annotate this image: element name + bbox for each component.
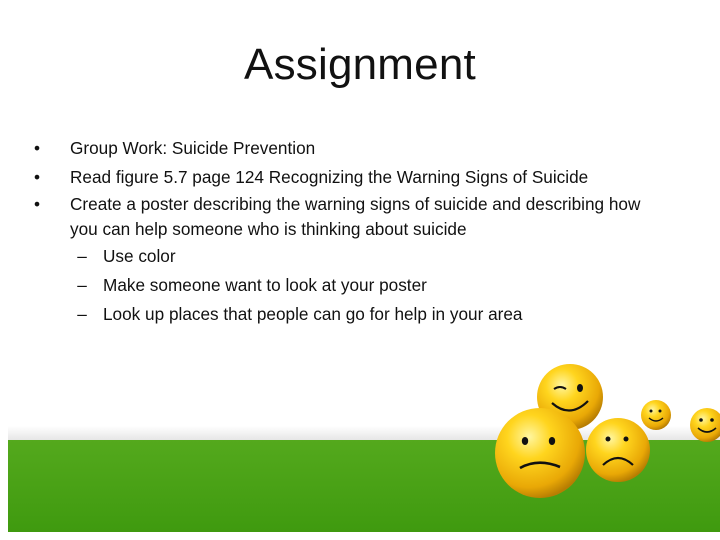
sub-bullet-marker: –: [77, 304, 87, 324]
sub-bullet-text: Make someone want to look at your poster: [103, 275, 427, 295]
bullet-list: [28, 134, 698, 329]
small-smiley-icon: [690, 408, 720, 442]
sub-bullet-item: [28, 271, 698, 300]
bullet-item: [28, 163, 698, 192]
large-frowning-smiley-icon: [495, 408, 585, 498]
bullet-text: Read figure 5.7 page 124 Recognizing the Warning Signs of Suicide: [70, 167, 589, 187]
sub-bullet-item: [28, 300, 698, 329]
sub-bullet-marker: –: [77, 246, 87, 266]
bullet-text-line2: you can help someone who is thinking about suicide: [70, 219, 467, 239]
bullet-item: [28, 134, 698, 163]
bullet-text: Group Work: Suicide Prevention: [70, 138, 316, 158]
bullet-item: [28, 192, 698, 242]
sub-bullet-text: Use color: [103, 246, 176, 266]
bullet-marker: •: [33, 194, 41, 214]
slide-title: Assignment: [244, 40, 476, 89]
sub-bullet-item: [28, 242, 698, 271]
sad-smiley-icon: [586, 418, 650, 482]
bullet-marker: •: [33, 167, 41, 187]
small-smiley-icon: [641, 400, 671, 430]
bullet-marker: •: [33, 138, 41, 158]
sub-bullet-text: Look up places that people can go for help in your area: [103, 304, 523, 324]
smiley-faces-illustration: [470, 355, 720, 515]
sub-bullet-marker: –: [77, 275, 87, 295]
bullet-text-line1: Create a poster describing the warning signs of suicide and describing how: [70, 194, 641, 214]
